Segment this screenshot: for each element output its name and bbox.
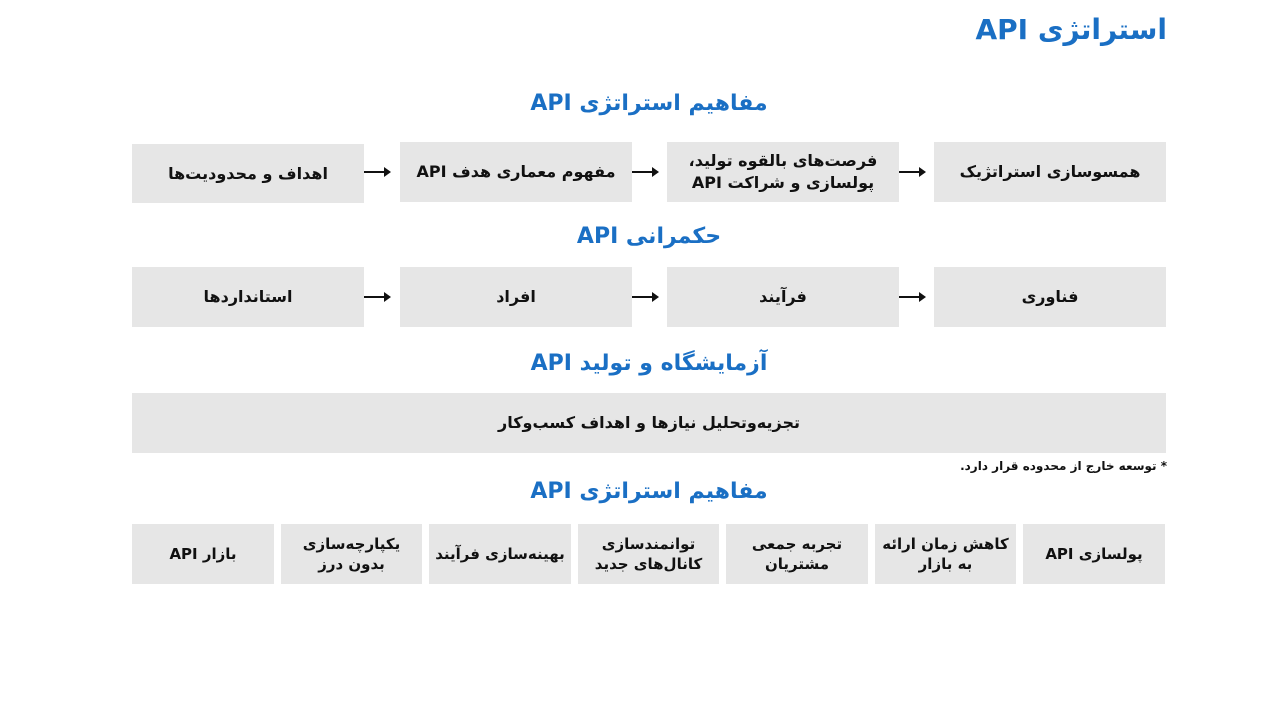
box-seamless-integration: یکپارچه‌سازی بدون درز [281,524,422,584]
box-customer-experience: تجربه جمعی مشتریان [726,524,868,584]
box-time-to-market: کاهش زمان ارائه به بازار [875,524,1016,584]
footnote: * توسعه خارج از محدوده قرار دارد. [960,459,1167,473]
box-needs-analysis: تجزیه‌وتحلیل نیازها و اهداف کسب‌وکار [132,393,1166,453]
box-people: افراد [400,267,632,327]
box-goals-constraints: اهداف و محدودیت‌ها [132,144,364,203]
flow-arrow [899,167,926,177]
flow-arrow [632,167,659,177]
flow-arrow [899,292,926,302]
flow-arrow [364,292,391,302]
box-monetization: پولسازی API [1023,524,1165,584]
page-title: استراتژی API [975,13,1167,46]
box-process-optimization: بهینه‌سازی فرآیند [429,524,571,584]
box-potential-opportunities: فرصت‌های بالقوه تولید، پولسازی و شراکت API [667,142,899,202]
section-heading-governance: حکمرانی API [576,224,722,249]
box-api-marketplace: بازار API [132,524,274,584]
flow-arrow [632,292,659,302]
section-heading-strategy-concepts-2: مفاهیم استراتژی API [530,479,768,504]
section-heading-strategy-concepts: مفاهیم استراتژی API [530,91,768,116]
box-target-architecture: مفهوم معماری هدف API [400,142,632,202]
box-technology: فناوری [934,267,1166,327]
flow-arrow [364,167,391,177]
box-standards: استانداردها [132,267,364,327]
section-heading-lab-production: آزمایشگاه و تولید API [530,351,768,376]
box-strategic-alignment: همسوسازی استراتژیک [934,142,1166,202]
box-process: فرآیند [667,267,899,327]
box-new-channels: توانمندسازی کانال‌های جدید [578,524,719,584]
